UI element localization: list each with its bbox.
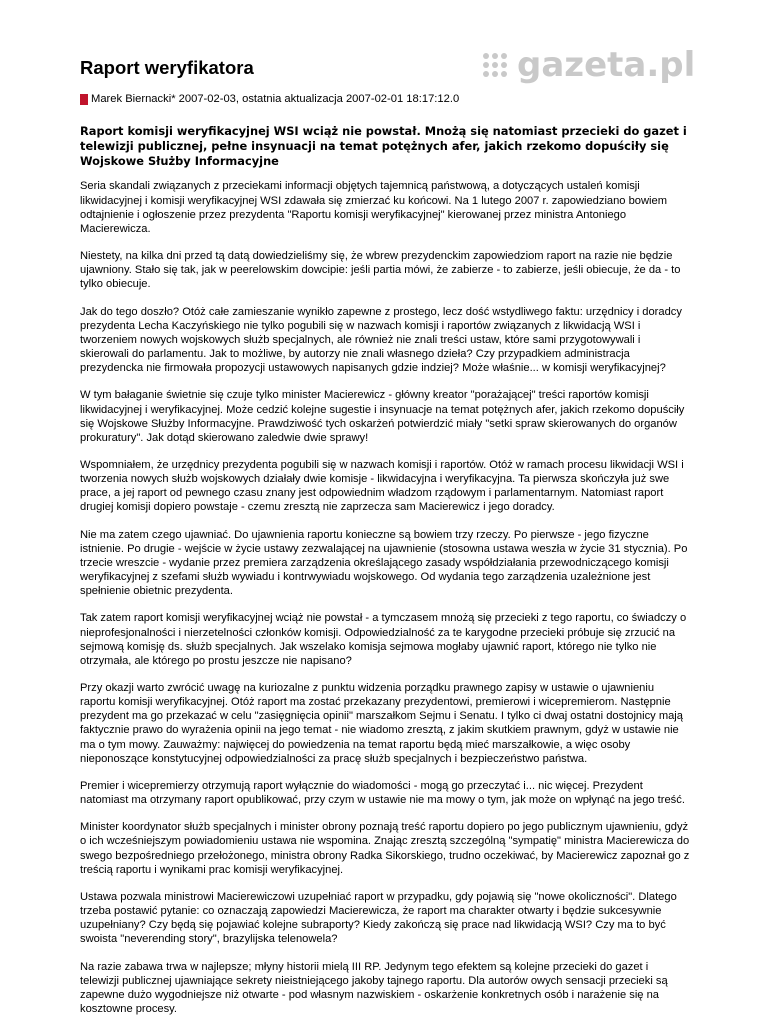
logo-text: gazeta.pl <box>517 45 696 85</box>
article-byline <box>80 92 690 106</box>
article-page <box>80 45 696 1029</box>
article-paragraph: W tym bałaganie świetnie się czuje tylko minister Macierewicz - główny kreator "porażającej" treści raportów komisji likwidacyjnej i weryfikacyjnej. Może cedzić kolejne sugestie i insynuacje na temat potężnych afer, jakich rzekomo dopuściły się Wojskowe Służby Informacyjne. Prawdziwość tych oskarżeń potwierdzić miały "setki spraw skierowanych do organów prokuratury". Jak dotąd skierowano zaledwie dwie sprawy! <box>80 389 685 444</box>
article-paragraph: Tak zatem raport komisji weryfikacyjnej wciąż nie powstał - a tymczasem mnożą się przecieki z tego raportu, co świadczy o nieprofesjonalności i nierzetelności członków komisji. Odpowiedzialność za te karygodne przecieki próbuje się zrzucić na sejmową komisję ds. służb specjalnych. Jak wszelako komisja sejmowa mogłaby ujawnić raport, którego nie tylko nie otrzymała, ale którego po prostu jeszcze nie napisano? <box>80 612 687 667</box>
article-paragraph: Jak do tego doszło? Otóż całe zamieszanie wynikło zapewne z prostego, lecz dość wstydliwego faktu: urzędnicy i doradcy prezydenta Lecha Kaczyńskiego nie tylko pogubili się w nazwach komisji i raportów związanych z likwidacją WSI i tworzeniem nowych wojskowych służb specjalnych, ale również nie znali treści ustaw, które sami przygotowywali i skierowali do parlamentu. Jak to możliwe, by autorzy nie znali własnego dzieła? Czy przypadkiem administracja prezydencka nie firmowała propozycji ustawowych napisanych gdzie indziej? Może właśnie... w komisji weryfikacyjnej? <box>80 305 682 375</box>
article-paragraph: Seria skandali związanych z przeciekami informacji objętych tajemnicą państwową, a dotyczących ustaleń komisji likwidacyjnej i komisji weryfikacyjnej WSI zdawała się zmierzać ku końcowi. Na 1 lutego 2007 r. zapowiedziano bowiem odtajnienie i ogłoszenie przez prezydenta "Raportu komisji weryfikacyjnej" kierowanej przez ministra Antoniego Macierewicza. <box>80 180 667 235</box>
article-body <box>80 179 690 1016</box>
article-paragraph: Nie ma zatem czego ujawniać. Do ujawnienia raportu konieczne są bowiem trzy rzeczy. Po pierwsze - jego fizyczne istnienie. Po drugie - wejście w życie ustawy zezwalającej na ujawnienie (stosowna ustawa weszła w życie 31 stycznia). Po trzecie wreszcie - wydanie przez premiera zarządzenia określającego zasady współdziałania przewodniczącego komisji weryfikacyjnej z szefami służb wywiadu i kontrwywiadu wojskowego. Od wydania tego zarządzenia uzależnione jest spełnienie obietnic prezydenta. <box>80 528 688 598</box>
article-paragraph: Niestety, na kilka dni przed tą datą dowiedzieliśmy się, że wbrew prezydenckim zapowiedziom raport na razie nie będzie ujawniony. Stało się tak, jak w peerelowskim dowcipie: jeśli partia mówi, że zabierze - to zabierze, jeśli obiecuje, że da - to tylko obiecuje. <box>80 250 681 291</box>
article-title: Raport weryfikatora <box>80 57 254 78</box>
article-paragraph: Przy okazji warto zwrócić uwagę na kuriozalne z punktu widzenia porządku prawnego zapisy w ustawie o ujawnieniu raportu komisji weryfikacyjnej. Otóż raport ma zostać przekazany prezydentowi, premierowi i wicepremierom. Następnie prezydent ma go przekazać w celu "zasięgnięcia opinii" marszałkom Sejmu i Senatu. I tylko ci dwaj ostatni dostojnicy mają faktycznie prawo do wyrażenia opinii na jego temat - nie wiadomo zresztą, z jakim skutkiem prawnym, gdyż w ustawie nie ma o tym mowy. Zauważmy: najwięcej do powiedzenia na temat raportu będą mieć marszałkowie, a więc osoby nieponoszące konstytucyjnej odpowiedzialności za pracę służb specjalnych i bezpieczeństwo państwa. <box>80 682 683 765</box>
article-header <box>80 45 696 91</box>
article-lead: Raport komisji weryfikacyjnej WSI wciąż nie powstał. Mnożą się natomiast przecieki do gazet i telewizji publicznej, pełne insynuacji na temat potężnych afer, jakich rzekomo dopuściły się Wojskowe Służby Informacyjne <box>80 124 687 169</box>
byline-text: Marek Biernacki* 2007-02-03, ostatnia aktualizacja 2007-02-01 18:17:12.0 <box>91 93 460 105</box>
article-paragraph: Na razie zabawa trwa w najlepsze; młyny historii mielą III RP. Jedynym tego efektem są kolejne przecieki do gazet i telewizji publicznej ujawniające sekrety nieistniejącego jakoby tajnego raportu. Dla autorów owych sensacji przecieki są zapewne dużo wygodniejsze niż otwarte - pod własnym nazwiskiem - oskarżenie konkretnych osób i narażenie się na kosztowne procesy. <box>80 960 668 1015</box>
gazeta-logo <box>483 45 695 85</box>
article-paragraph: Minister koordynator służb specjalnych i minister obrony poznają treść raportu dopiero po jego publicznym ujawnieniu, gdyż o ich wcześniejszym powiadomieniu ustawa nie wspomina. Znając zresztą szczególną "sympatię" ministra Macierewicza do swego bezpośredniego przełożonego, ministra obrony Radka Sikorskiego, trudno oczekiwać, by Macierewicz zapoznał go z treścią raportu i wynikami prac komisji weryfikacyjnej. <box>80 821 690 876</box>
byline-marker-icon <box>80 94 88 105</box>
article-paragraph: Premier i wicepremierzy otrzymują raport wyłącznie do wiadomości - mogą go przeczytać i... nic więcej. Prezydent natomiast ma otrzymany raport opublikować, przy czym w ustawie nie ma mowy o tym, jak może on wpłynąć na jego treść. <box>80 779 685 807</box>
dot-grid-icon <box>483 53 507 77</box>
article-paragraph: Ustawa pozwala ministrowi Macierewiczowi uzupełniać raport w przypadku, gdy pojawią się "nowe okoliczności". Dlatego trzeba postawić pytanie: co oznaczają zapowiedzi Macierewicza, że raport ma charakter otwarty i będzie sukcesywnie uzupełniany? Czy będą się pojawiać kolejne subraporty? Kiedy zakończą się prace nad likwidacją WSI? Czy ma to być swoista "neverending story", brazylijska telenowela? <box>80 890 677 946</box>
article-paragraph: Wspomniałem, że urzędnicy prezydenta pogubili się w nazwach komisji i raportów. Otóż w ramach procesu likwidacji WSI i tworzenia nowych służb wojskowych działały dwie komisje - likwidacyjna i weryfikacyjna. Ta pierwsza skończyła już swe prace, a jej raport od pewnego czasu znany jest odpowiednim władzom rządowym i parlamentarnym. Natomiast raport drugiej komisji dopiero powstaje - czemu zresztą nie zaprzecza sam Macierewicz i jego doradcy. <box>80 458 684 514</box>
